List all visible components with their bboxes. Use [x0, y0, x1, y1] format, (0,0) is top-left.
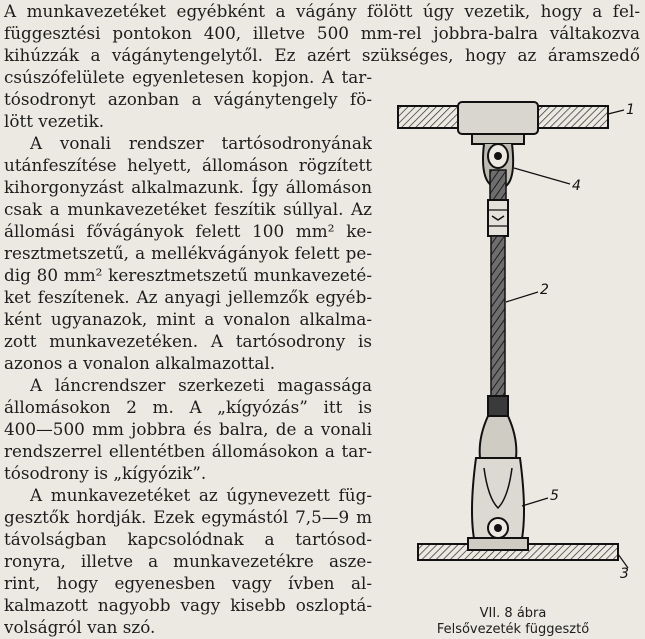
text-line: 400—500 mm jobbra és balra, de a vonali — [4, 419, 372, 439]
label-5: 5 — [550, 488, 559, 504]
label-3: 3 — [620, 566, 629, 582]
text-line: tósodronyt azonban a vágánytengely fö- — [4, 89, 372, 109]
text-line: állomásokon 2 m. A „kígyózás” itt is — [4, 397, 372, 417]
lower-ferrule — [480, 396, 517, 458]
text-line: lött vezetik. — [4, 111, 105, 131]
text-line: rint, hogy egyenesben vagy ívben al- — [4, 573, 372, 593]
text-column — [4, 66, 372, 638]
upper-hook — [483, 144, 570, 200]
text-line: A munkavezetéket egyébként a vágány fölött úgy vezetik, hogy a fel- — [4, 1, 640, 21]
hanger-wire — [491, 236, 538, 396]
text-line: ket feszítenek. Az anyagi jellemzők egyéb- — [4, 287, 372, 307]
caption-title: Felsővezeték függesztő — [436, 622, 590, 637]
text-line: gesztők hordják. Ezek egymástól 7,5—9 m — [4, 507, 372, 527]
text-line: A vonali rendszer tartósodronyának — [30, 133, 372, 153]
connector-sleeve — [488, 200, 508, 236]
text-line: függesztési pontokon 400, illetve 500 mm-rel jobbra-balra váltakozva — [4, 23, 640, 43]
text-line: dig 80 mm² keresztmetszetű munkavezeté- — [4, 265, 372, 285]
label-2: 2 — [540, 282, 549, 298]
full-width-paragraph — [4, 0, 640, 66]
text-line: resztmetszetű, a mellékvágányok felett pe- — [4, 243, 372, 263]
text-line: volságról van szó. — [4, 617, 156, 637]
text-line: A munkavezetéket az úgynevezett füg- — [30, 485, 372, 505]
text-line: azonos a vonalon alkalmazottal. — [4, 353, 276, 373]
contact-wire-clamp — [472, 458, 548, 548]
text-line: rendszerrel ellentétben állomásokon a tar- — [4, 441, 372, 461]
text-line: A láncrendszer szerkezeti magassága — [30, 375, 372, 395]
text-line: ként ugyanazok, mint a vonalon alkalma- — [4, 309, 372, 329]
text-line: kihúzzák a vágánytengelytől. Ez azért szükséges, hogy az áramszedő — [4, 45, 640, 65]
text-line: kihorgonyzást alkalmazunk. Így állomáson — [4, 177, 372, 197]
text-line: utánfeszítése helyett, állomáson rögzített — [4, 155, 372, 175]
text-line: csúszófelülete egyenletesen kopjon. A tar- — [4, 67, 372, 87]
text-line: tósodrony is „kígyózik”. — [4, 463, 207, 483]
figure-caption — [388, 606, 638, 638]
contact-wire — [418, 538, 628, 568]
hanger-figure — [388, 98, 638, 598]
text-line: kalmazott nagyobb vagy kisebb oszloptá- — [4, 595, 372, 615]
text-line: zott munkavezetéken. A tartósodrony is — [4, 331, 372, 351]
label-1: 1 — [626, 102, 635, 118]
text-line: távolságban kapcsolódnak a tartósod- — [4, 529, 372, 549]
text-line: állomási fővágányok felett 100 mm² ke- — [4, 221, 372, 241]
label-4: 4 — [572, 178, 581, 194]
carrier-wire-clamp — [398, 102, 624, 144]
text-line: csak a munkavezetéket feszítik súllyal. Az — [4, 199, 372, 219]
caption-number: VII. 8 ábra — [479, 606, 547, 621]
text-line: ronyra, illetve a munkavezetékre asze- — [4, 551, 372, 571]
